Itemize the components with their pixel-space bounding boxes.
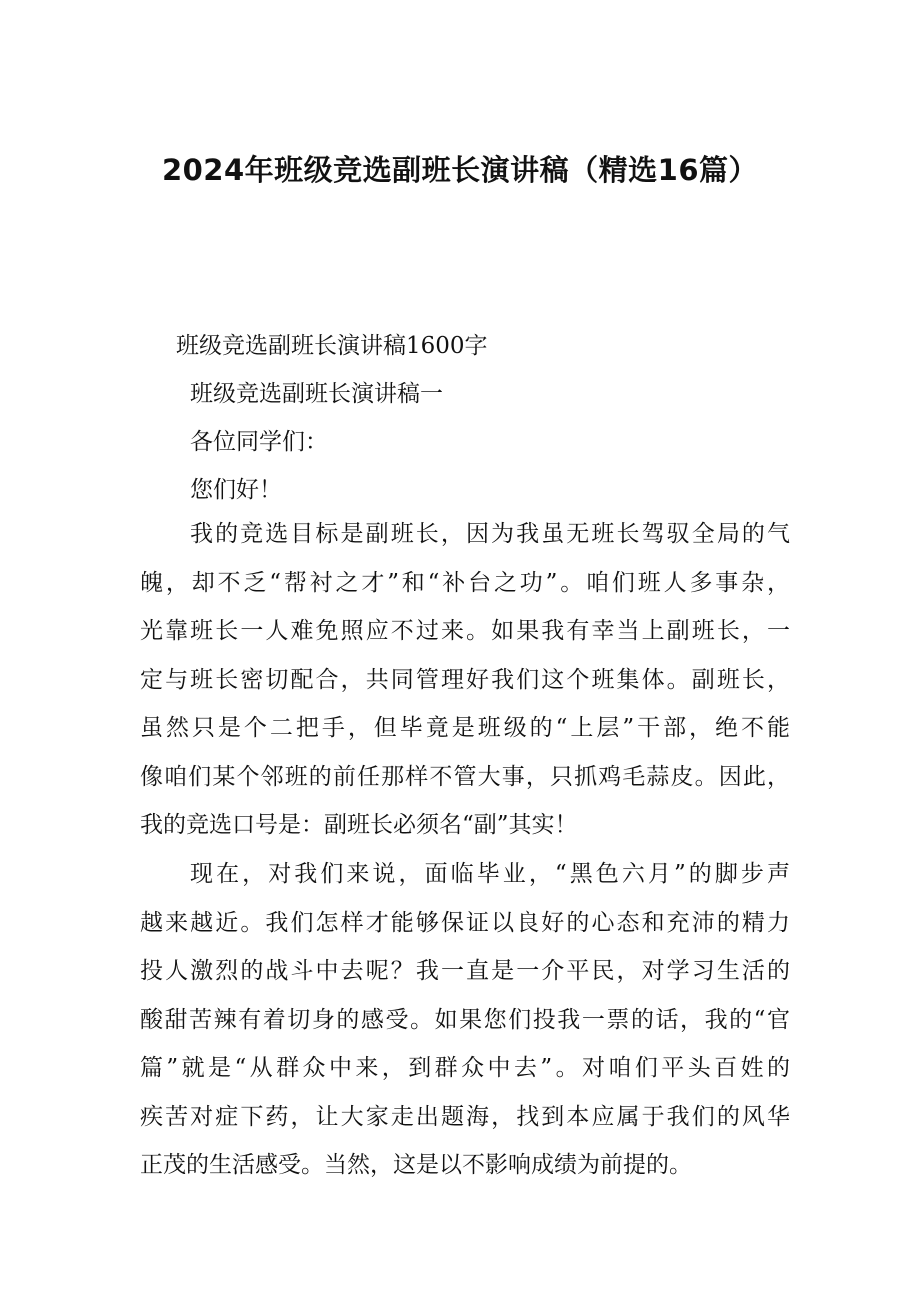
paragraph-line: 我的竞选目标是副班长，因为我虽无班长驾驭全局的气 xyxy=(190,521,790,547)
paragraph-line: 像咱们某个邻班的前任那样不管大事，只抓鸡毛蒜皮。因此， xyxy=(140,763,790,790)
paragraph-line: 现在，对我们来说，面临毕业，“黑色六月”的脚步声 xyxy=(190,861,790,887)
paragraph-line: 酸甜苦辣有着切身的感受。如果您们投我一票的话，我的“官 xyxy=(140,1006,790,1033)
paragraph-line: 投人激烈的战斗中去呢？我一直是一介平民，对学习生活的 xyxy=(140,958,790,984)
document-title: 2024年班级竞选副班长演讲稿（精选16篇） xyxy=(161,153,759,187)
paragraph-line: 我的竞选口号是：副班长必须名“副”其实！ xyxy=(140,812,578,838)
paragraph-line: 虽然只是个二把手，但毕竟是班级的“上层”干部，绝不能 xyxy=(140,715,790,741)
document-subtitle: 班级竞选副班长演讲稿1600字 xyxy=(176,333,488,359)
paragraph-line: 越来越近。我们怎样才能够保证以良好的心态和充沛的精力 xyxy=(140,909,790,936)
salutation: 各位同学们： xyxy=(190,429,328,455)
paragraph-line: 光靠班长一人难免照应不过来。如果我有幸当上副班长，一 xyxy=(140,618,790,644)
paragraph-1 xyxy=(140,510,790,850)
paragraph-2 xyxy=(140,850,790,1190)
paragraph-line: 魄，却不乏“帮衬之才”和“补台之功”。咱们班人多事杂， xyxy=(140,569,790,596)
section-heading: 班级竞选副班长演讲稿一 xyxy=(190,381,443,407)
greeting: 您们好！ xyxy=(190,477,282,503)
paragraph-line: 疾苦对症下药，让大家走出题海，找到本应属于我们的风华 xyxy=(140,1103,790,1130)
paragraph-line: 篇”就是“从群众中来，到群众中去”。对咱们平头百姓的 xyxy=(140,1055,790,1081)
paragraph-line: 定与班长密切配合，共同管理好我们这个班集体。副班长， xyxy=(140,666,790,693)
paragraph-line: 正茂的生活感受。当然，这是以不影响成绩为前提的。 xyxy=(140,1152,692,1178)
